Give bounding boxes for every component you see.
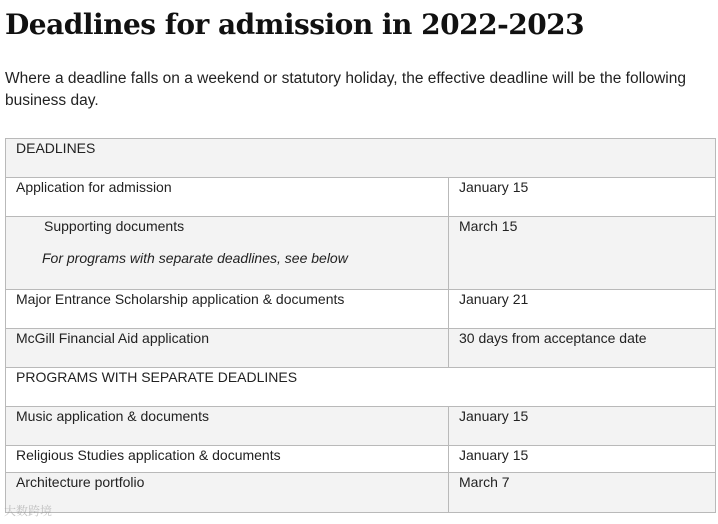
row-date: January 15 [449, 178, 716, 217]
row-note: For programs with separate deadlines, see below [42, 250, 348, 266]
table-row [6, 217, 716, 290]
row-label: Application for admission [6, 178, 449, 217]
table-row [6, 329, 716, 368]
row-label: Major Entrance Scholarship application & documents [6, 290, 449, 329]
row-label: Architecture portfolio [6, 473, 449, 513]
row-date: 30 days from acceptance date [449, 329, 716, 368]
table-row [6, 290, 716, 329]
section-header-programs [6, 368, 716, 407]
row-date: January 21 [449, 290, 716, 329]
table-row [6, 446, 716, 473]
table-row [6, 407, 716, 446]
row-label-cell [6, 217, 449, 290]
row-date: January 15 [449, 446, 716, 473]
row-date: March 7 [449, 473, 716, 513]
section-label: PROGRAMS WITH SEPARATE DEADLINES [6, 368, 716, 407]
row-label: McGill Financial Aid application [6, 329, 449, 368]
row-label: Supporting documents [44, 218, 185, 234]
row-label: Religious Studies application & documents [6, 446, 449, 473]
section-header-deadlines [6, 139, 716, 178]
row-label: Music application & documents [6, 407, 449, 446]
deadlines-table [5, 138, 716, 513]
intro-paragraph: Where a deadline falls on a weekend or statutory holiday, the effective deadline will be the following business day. [5, 70, 686, 109]
row-date: January 15 [449, 407, 716, 446]
table-row [6, 178, 716, 217]
table-row [6, 473, 716, 513]
section-label: DEADLINES [6, 139, 716, 178]
row-date: March 15 [449, 217, 716, 290]
watermark: 大数跨境 [4, 504, 53, 518]
page-title: Deadlines for admission in 2022-2023 [5, 8, 585, 41]
